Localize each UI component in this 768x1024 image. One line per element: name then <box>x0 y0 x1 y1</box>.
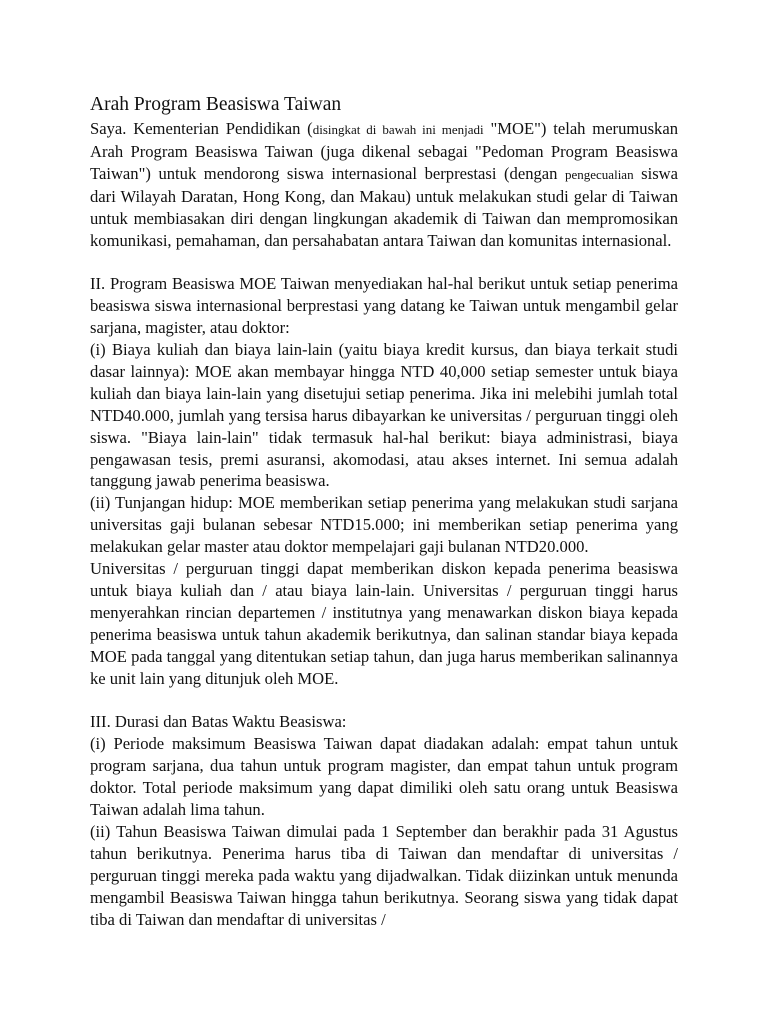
document-page <box>90 92 678 931</box>
document-title: Arah Program Beasiswa Taiwan <box>90 94 342 115</box>
section3-item2: (ii) Tahun Beasiswa Taiwan dimulai pada 1 September dan berakhir pada 31 Agustus tahun berikutnya. Penerima harus tiba di Taiwan dan mendaftar di universitas / perguruan tinggi mereka pada waktu yang dijadwalkan. Tidak diizinkan untuk menunda mengambil Beasiswa Taiwan hingga tahun berikutnya. Seorang siswa yang tidak dapat tiba di Taiwan dan mendaftar di universitas / <box>90 821 678 929</box>
section2-note: Universitas / perguruan tinggi dapat memberikan diskon kepada penerima beasiswa untuk biaya kuliah dan / atau biaya lain-lain. Universitas / perguruan tinggi harus menyerahkan rincian departemen / institutnya yang menawarkan diskon biaya kepada penerima beasiswa untuk tahun akademik berikutnya, dan salinan standar biaya kepada MOE pada tanggal yang ditentukan setiap tahun, dan juga harus memberikan salinannya ke unit lain yang ditunjuk oleh MOE. <box>90 559 678 688</box>
section2-item1: (i) Biaya kuliah dan biaya lain-lain (yaitu biaya kredit kursus, dan biaya terkait studi dasar lainnya): MOE akan membayar hingga NTD 40,000 setiap semester untuk biaya kuliah dan biaya lain-lain yang disetujui setiap penerima. Jika ini melebihi jumlah total NTD40.000, jumlah yang tersisa harus dibayarkan ke universitas / perguruan tinggi oleh siswa. "Biaya lain-lain" tidak termasuk hal-hal berikut: biaya administrasi, biaya pengawasan tesis, premi asuransi, akomodasi, atau akses internet. Ini semua adalah tanggung jawab penerima beasiswa. <box>90 340 678 491</box>
section3-heading: III. Durasi dan Batas Waktu Beasiswa: <box>90 712 347 732</box>
intro-small-text-1: disingkat di bawah ini menjadi <box>312 122 484 137</box>
section2-item2: (ii) Tunjangan hidup: MOE memberikan setiap penerima yang melakukan studi sarjana universitas gaji bulanan sebesar NTD15.000; ini memberikan setiap penerima yang melakukan gelar master atau doktor mempelajari gaji bulanan NTD20.000. <box>90 493 678 557</box>
intro-small-text-2: pengecualian <box>565 166 634 182</box>
section3-item1: (i) Periode maksimum Beasiswa Taiwan dapat diadakan adalah: empat tahun untuk program sarjana, dua tahun untuk program magister, dan empat tahun untuk program doktor. Total periode maksimum yang dapat dimiliki oleh satu orang untuk Beasiswa Taiwan adalah lima tahun. <box>90 734 678 820</box>
intro-text-2: "MOE") telah merumuskan Arah Program Beasiswa Taiwan (juga dikenal sebagai "Pedoman Program Beasiswa Taiwan") untuk mendorong siswa internasional berprestasi (dengan <box>90 119 679 183</box>
intro-paragraph <box>90 118 678 251</box>
intro-text-1: Saya. Kementerian Pendidikan ( <box>90 119 313 138</box>
paragraph-gap <box>90 251 678 273</box>
paragraph-gap <box>90 690 678 712</box>
section2-heading: II. Program Beasiswa MOE Taiwan menyediakan hal-hal berikut untuk setiap penerima beasiswa siswa internasional berprestasi yang datang ke Taiwan untuk mengambil gelar sarjana, magister, atau doktor: <box>90 274 678 338</box>
intro-text-3: siswa dari Wilayah Daratan, Hong Kong, dan Makau) untuk melakukan studi gelar di Taiwan untuk membiasakan diri dengan lingkungan akademik di Taiwan dan mempromosikan komunikasi, pemahaman, dan persahabatan antara Taiwan dan komunitas internasional. <box>90 163 678 250</box>
